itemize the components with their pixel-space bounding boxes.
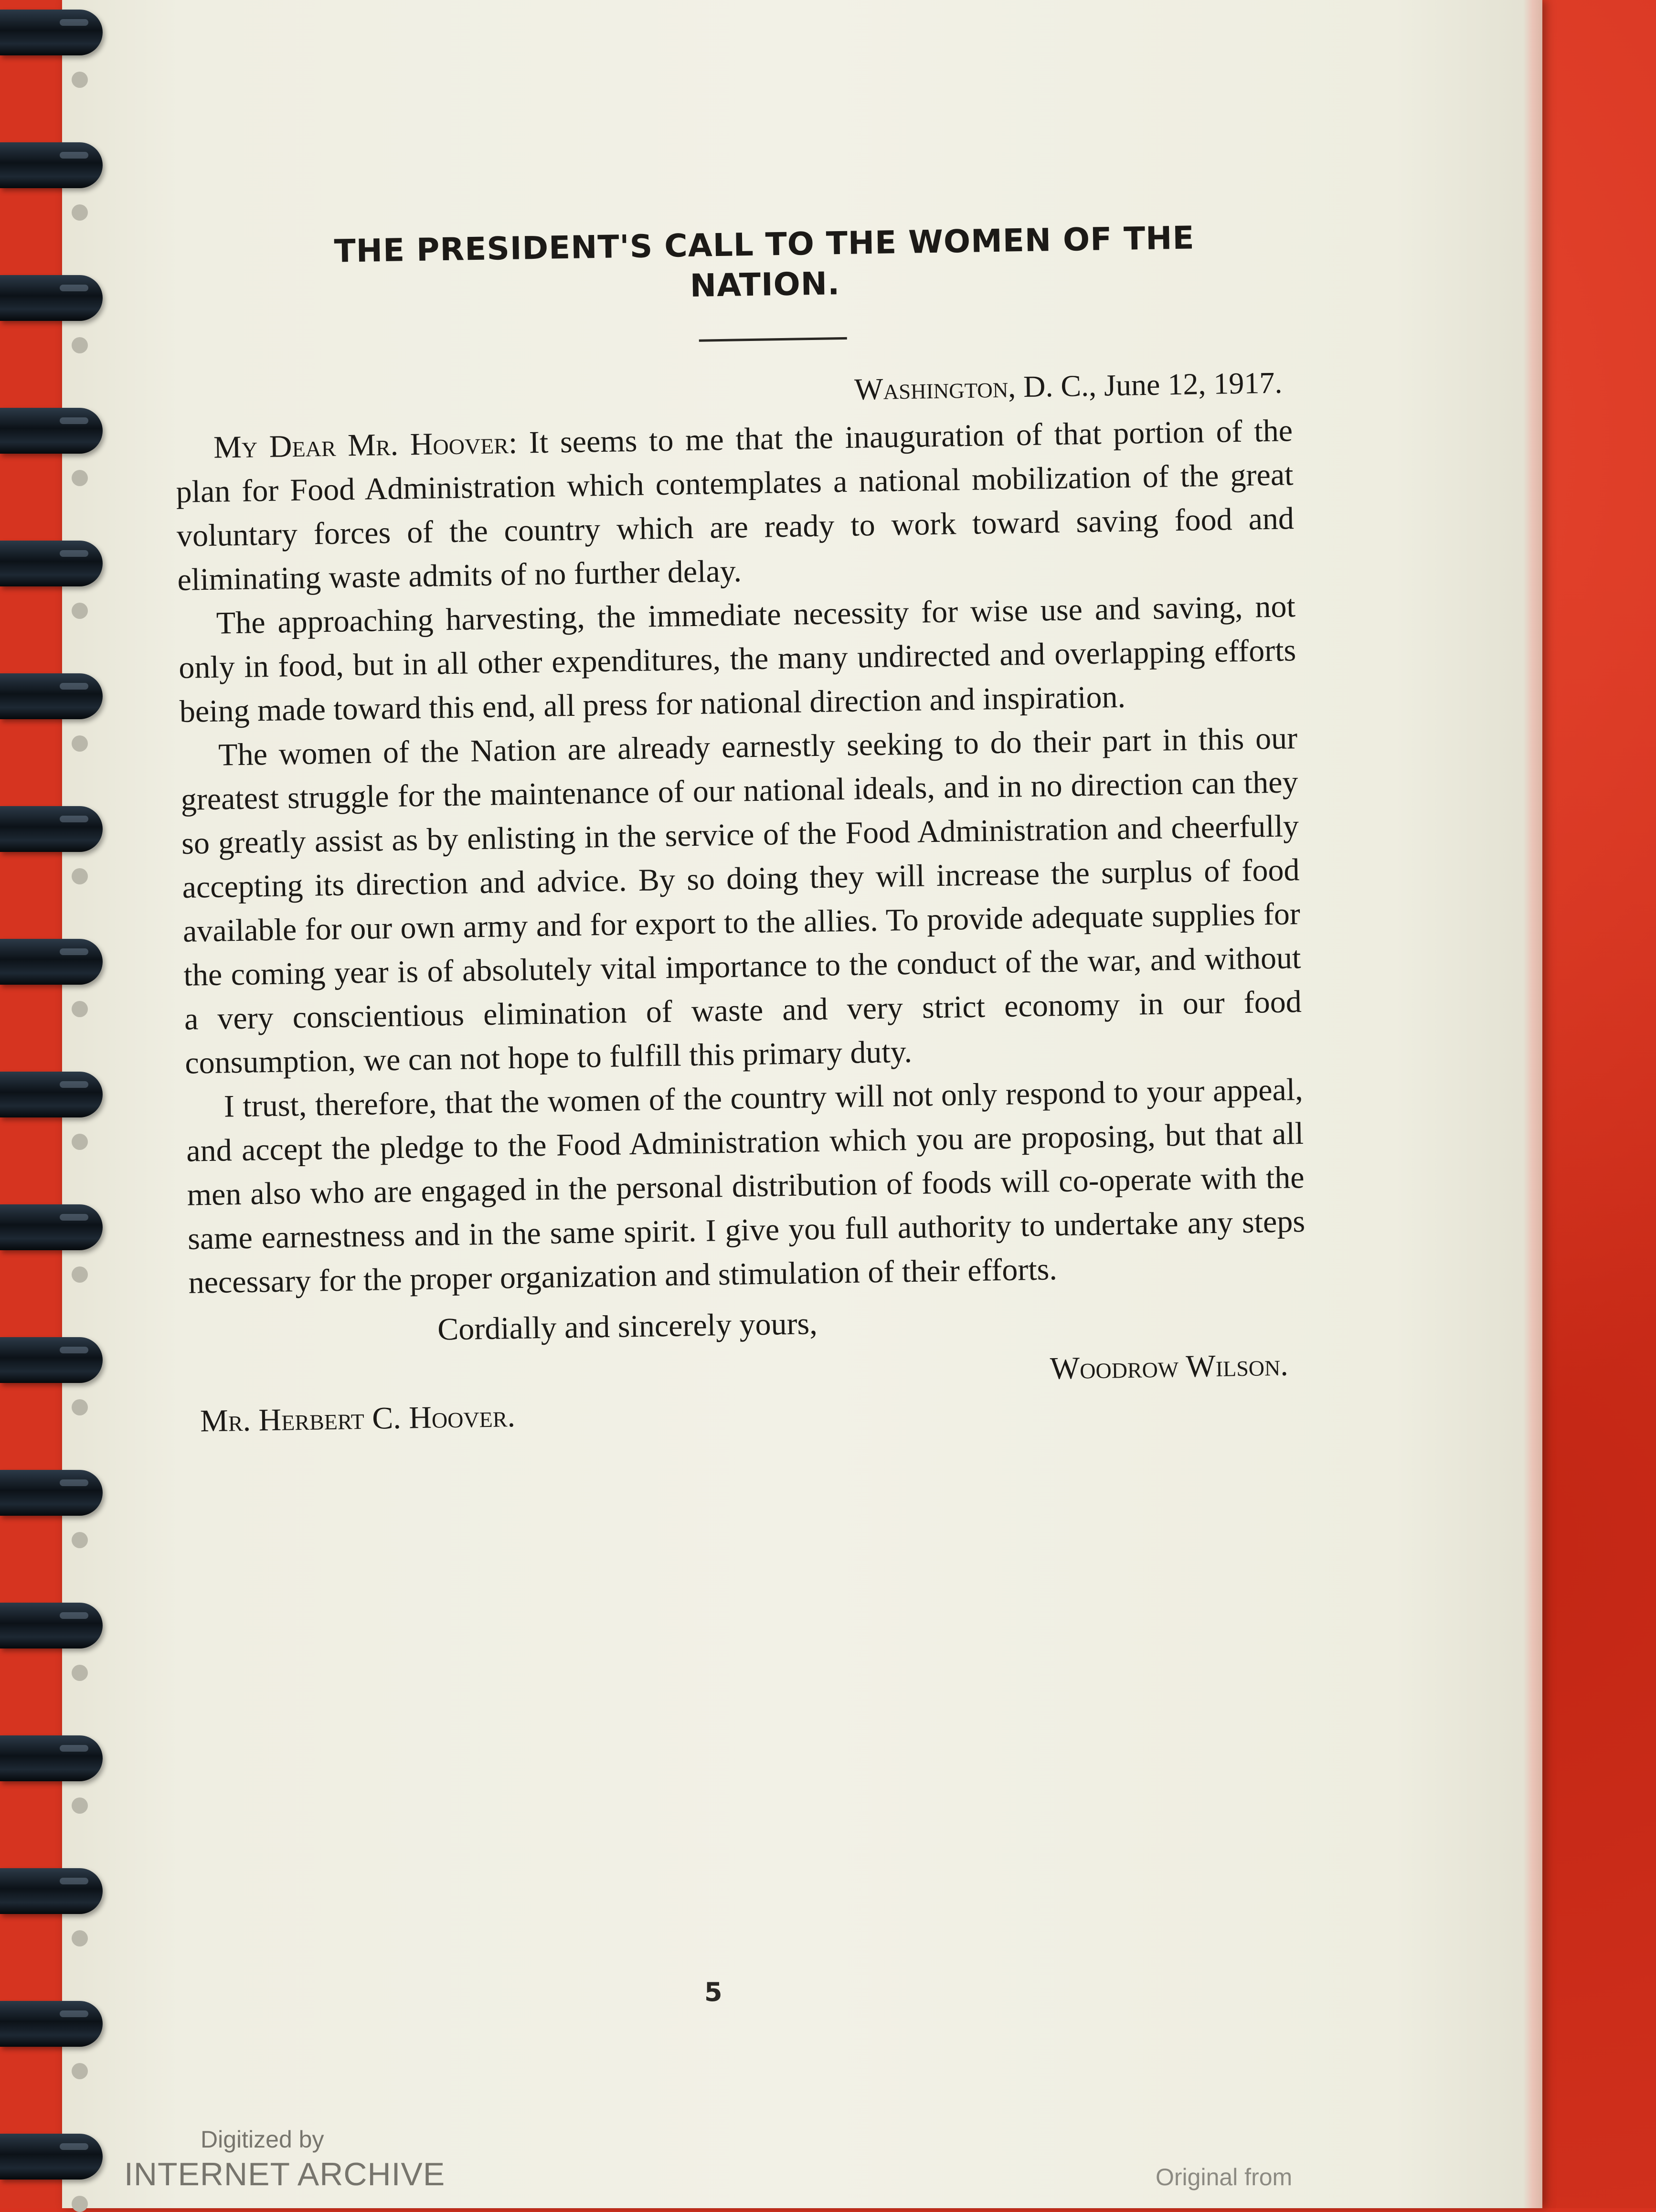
binding-hole bbox=[72, 204, 88, 221]
salutation: My Dear Mr. Hoover: bbox=[213, 425, 518, 465]
binding-hole bbox=[72, 1399, 88, 1415]
binding-hole bbox=[72, 1797, 88, 1814]
binding-coil bbox=[0, 939, 103, 985]
letter-body bbox=[172, 211, 1337, 1443]
binding-coil bbox=[0, 806, 103, 852]
binding-hole bbox=[72, 1134, 88, 1150]
binding-hole bbox=[72, 1532, 88, 1548]
spiral-binding bbox=[0, 0, 115, 2208]
digitized-by-label: Digitized by bbox=[201, 2126, 324, 2153]
binding-coil bbox=[0, 10, 103, 55]
addressee: Mr. Herbert C. Hoover. bbox=[200, 1399, 516, 1439]
binding-hole bbox=[72, 72, 88, 88]
binding-hole bbox=[72, 868, 88, 884]
paragraph-1 bbox=[175, 409, 1295, 602]
binding-hole bbox=[72, 1001, 88, 1017]
binding-hole bbox=[72, 735, 88, 752]
binding-coil bbox=[0, 142, 103, 188]
page-title: THE PRESIDENT'S CALL TO THE WOMEN OF THE NATION. bbox=[334, 219, 1195, 304]
binding-coil bbox=[0, 1603, 103, 1648]
dateline-rest: , D. C., June 12, 1917. bbox=[1008, 365, 1283, 404]
binding-coil bbox=[0, 2001, 103, 2047]
paragraph-2: The approaching harvesting, the immediate necessity for wise use and saving, not only in food, but in all other expenditures, the many undirected and overlapping efforts being made toward this end, all press for national direction and inspiration. bbox=[178, 589, 1296, 729]
paragraph-3: The women of the Nation are already earnestly seeking to do their part in this our greatest struggle for the maintenance of our national ideals, and in no direction can they so greatly assist as by enlisting in the service of the Food Administration and cheerfully accepting its direction and advice. By so doing they will increase the surplus of food available for our own army and for export to the allies. To provide adequate supplies for the coming year is of absolutely vital importance to the conduct of the war, and without a very conscientious elimination of waste and very strict economy in our food consumption, we can not hope to fulfill this primary duty. bbox=[180, 721, 1302, 1081]
binding-coil bbox=[0, 2134, 103, 2180]
internet-archive-label: INTERNET ARCHIVE bbox=[124, 2156, 446, 2192]
digitized-by-watermark bbox=[124, 2127, 445, 2191]
dateline-place: Washington bbox=[854, 370, 1008, 406]
title-divider bbox=[699, 337, 847, 342]
paragraph-4: I trust, therefore, that the women of the country will not only respond to your appeal, and accept the pledge to the Food Administration which you are proposing, but that all men also who are engaged in the personal distribution of foods will co-operate with the same earnestness and in the same spirit. I give you full authority to undertake any steps necessary for the proper organization and stimulation of their efforts. bbox=[186, 1072, 1306, 1300]
binding-hole bbox=[72, 470, 88, 486]
binding-hole bbox=[72, 2063, 88, 2079]
binding-hole bbox=[72, 337, 88, 353]
binding-coil bbox=[0, 673, 103, 719]
binding-coil bbox=[0, 1072, 103, 1117]
binding-hole bbox=[72, 1266, 88, 1283]
binding-coil bbox=[0, 1735, 103, 1781]
binding-coil bbox=[0, 275, 103, 321]
binding-coil bbox=[0, 408, 103, 454]
page-edge bbox=[1523, 0, 1542, 2208]
binding-coil bbox=[0, 1337, 103, 1383]
binding-hole bbox=[72, 2196, 88, 2212]
closing: Cordially and sincerely yours, bbox=[437, 1306, 818, 1347]
binding-hole bbox=[72, 1665, 88, 1681]
paragraph-1-text: It seems to me that the inauguration of that portion of the plan for Food Administration which contemplates a national mobilization of the great voluntary forces of the country which are ready to work toward saving food and eliminating waste admits of no further delay. bbox=[176, 413, 1295, 597]
signature: Woodrow Wilson. bbox=[1050, 1347, 1289, 1386]
binding-coil bbox=[0, 541, 103, 586]
binding-coil bbox=[0, 1470, 103, 1516]
original-from-watermark: Original from bbox=[1156, 2164, 1293, 2191]
binding-coil bbox=[0, 1868, 103, 1914]
page-number: 5 bbox=[704, 1977, 722, 2007]
binding-hole bbox=[72, 603, 88, 619]
binding-coil bbox=[0, 1204, 103, 1250]
binding-hole bbox=[72, 1930, 88, 1946]
